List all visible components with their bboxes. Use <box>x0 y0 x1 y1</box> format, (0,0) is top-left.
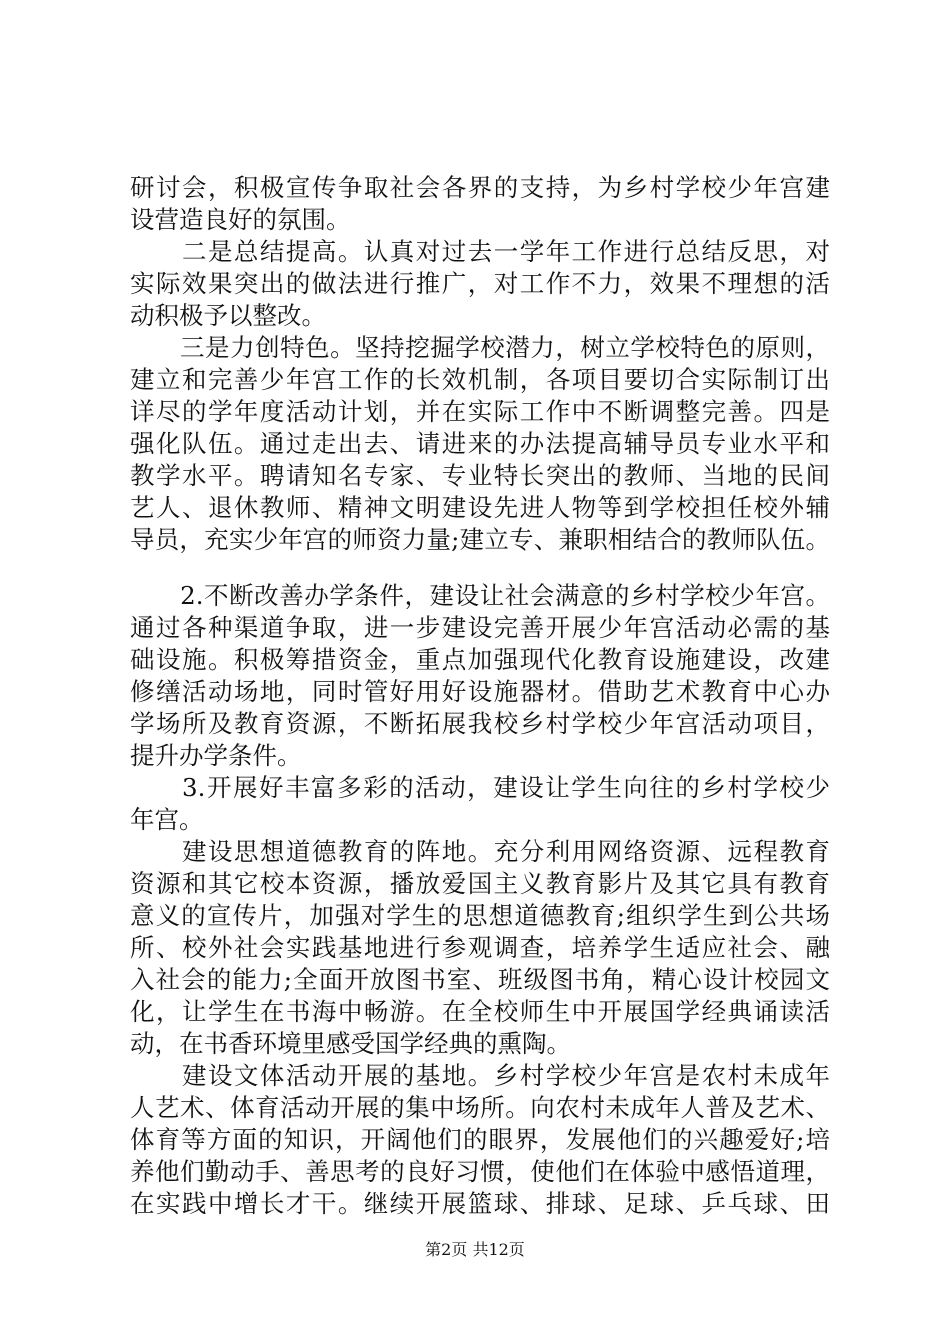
text-line: 学场所及教育资源，不断拓展我校乡村学校少年宫活动项目， <box>130 709 830 738</box>
page-number-footer: 第2页 共12页 <box>425 1240 525 1259</box>
text-line: 艺人、退休教师、精神文明建设先进人物等到学校担任校外辅 <box>130 493 830 522</box>
text-line: 3.开展好丰富多彩的活动，建设让学生向往的乡村学校少 <box>130 773 830 802</box>
text-line: 导员，充实少年宫的师资力量;建立专、兼职相结合的教师队伍。 <box>130 525 830 554</box>
text-line: 动积极予以整改。 <box>130 301 326 330</box>
text-line: 教学水平。聘请知名专家、专业特长突出的教师、当地的民间 <box>130 461 830 490</box>
text-line: 2.不断改善办学条件，建设让社会满意的乡村学校少年宫。 <box>130 581 830 610</box>
text-line: 建设文体活动开展的基地。乡村学校少年宫是农村未成年 <box>130 1061 830 1090</box>
text-line: 二是总结提高。认真对过去一学年工作进行总结反思，对 <box>130 237 830 266</box>
text-line: 建设思想道德教育的阵地。充分利用网络资源、远程教育 <box>130 837 830 866</box>
text-line: 动，在书香环境里感受国学经典的熏陶。 <box>130 1029 571 1058</box>
text-line: 通过各种渠道争取，进一步建设完善开展少年宫活动必需的基 <box>130 613 830 642</box>
text-line: 详尽的学年度活动计划，并在实际工作中不断调整完善。四是 <box>130 397 830 426</box>
text-line: 所、校外社会实践基地进行参观调查，培养学生适应社会、融 <box>130 933 830 962</box>
text-line: 设营造良好的氛围。 <box>130 205 351 234</box>
text-line: 资源和其它校本资源，播放爱国主义教育影片及其它具有教育 <box>130 869 830 898</box>
text-line: 年宫。 <box>130 805 204 834</box>
text-line: 研讨会，积极宣传争取社会各界的支持，为乡村学校少年宫建 <box>130 173 830 202</box>
text-line: 提升办学条件。 <box>130 741 302 770</box>
text-line: 础设施。积极筹措资金，重点加强现代化教育设施建设，改建 <box>130 645 830 674</box>
text-line: 入社会的能力;全面开放图书室、班级图书角，精心设计校园文 <box>130 965 830 994</box>
text-line: 体育等方面的知识，开阔他们的眼界，发展他们的兴趣爱好;培 <box>130 1125 830 1154</box>
text-line: 化，让学生在书海中畅游。在全校师生中开展国学经典诵读活 <box>130 997 830 1026</box>
text-line: 实际效果突出的做法进行推广，对工作不力，效果不理想的活 <box>130 269 830 298</box>
text-line: 人艺术、体育活动开展的集中场所。向农村未成年人普及艺术、 <box>130 1093 830 1122</box>
text-line: 养他们勤动手、善思考的良好习惯，使他们在体验中感悟道理， <box>130 1157 830 1186</box>
text-line: 建立和完善少年宫工作的长效机制，各项目要切合实际制订出 <box>130 365 830 394</box>
text-line: 在实践中增长才干。继续开展篮球、排球、足球、乒乓球、田 <box>130 1189 830 1218</box>
text-line: 三是力创特色。坚持挖掘学校潜力，树立学校特色的原则， <box>130 333 830 362</box>
text-line: 意义的宣传片，加强对学生的思想道德教育;组织学生到公共场 <box>130 901 830 930</box>
text-line: 修缮活动场地，同时管好用好设施器材。借助艺术教育中心办 <box>130 677 830 706</box>
text-line: 强化队伍。通过走出去、请进来的办法提高辅导员专业水平和 <box>130 429 830 458</box>
